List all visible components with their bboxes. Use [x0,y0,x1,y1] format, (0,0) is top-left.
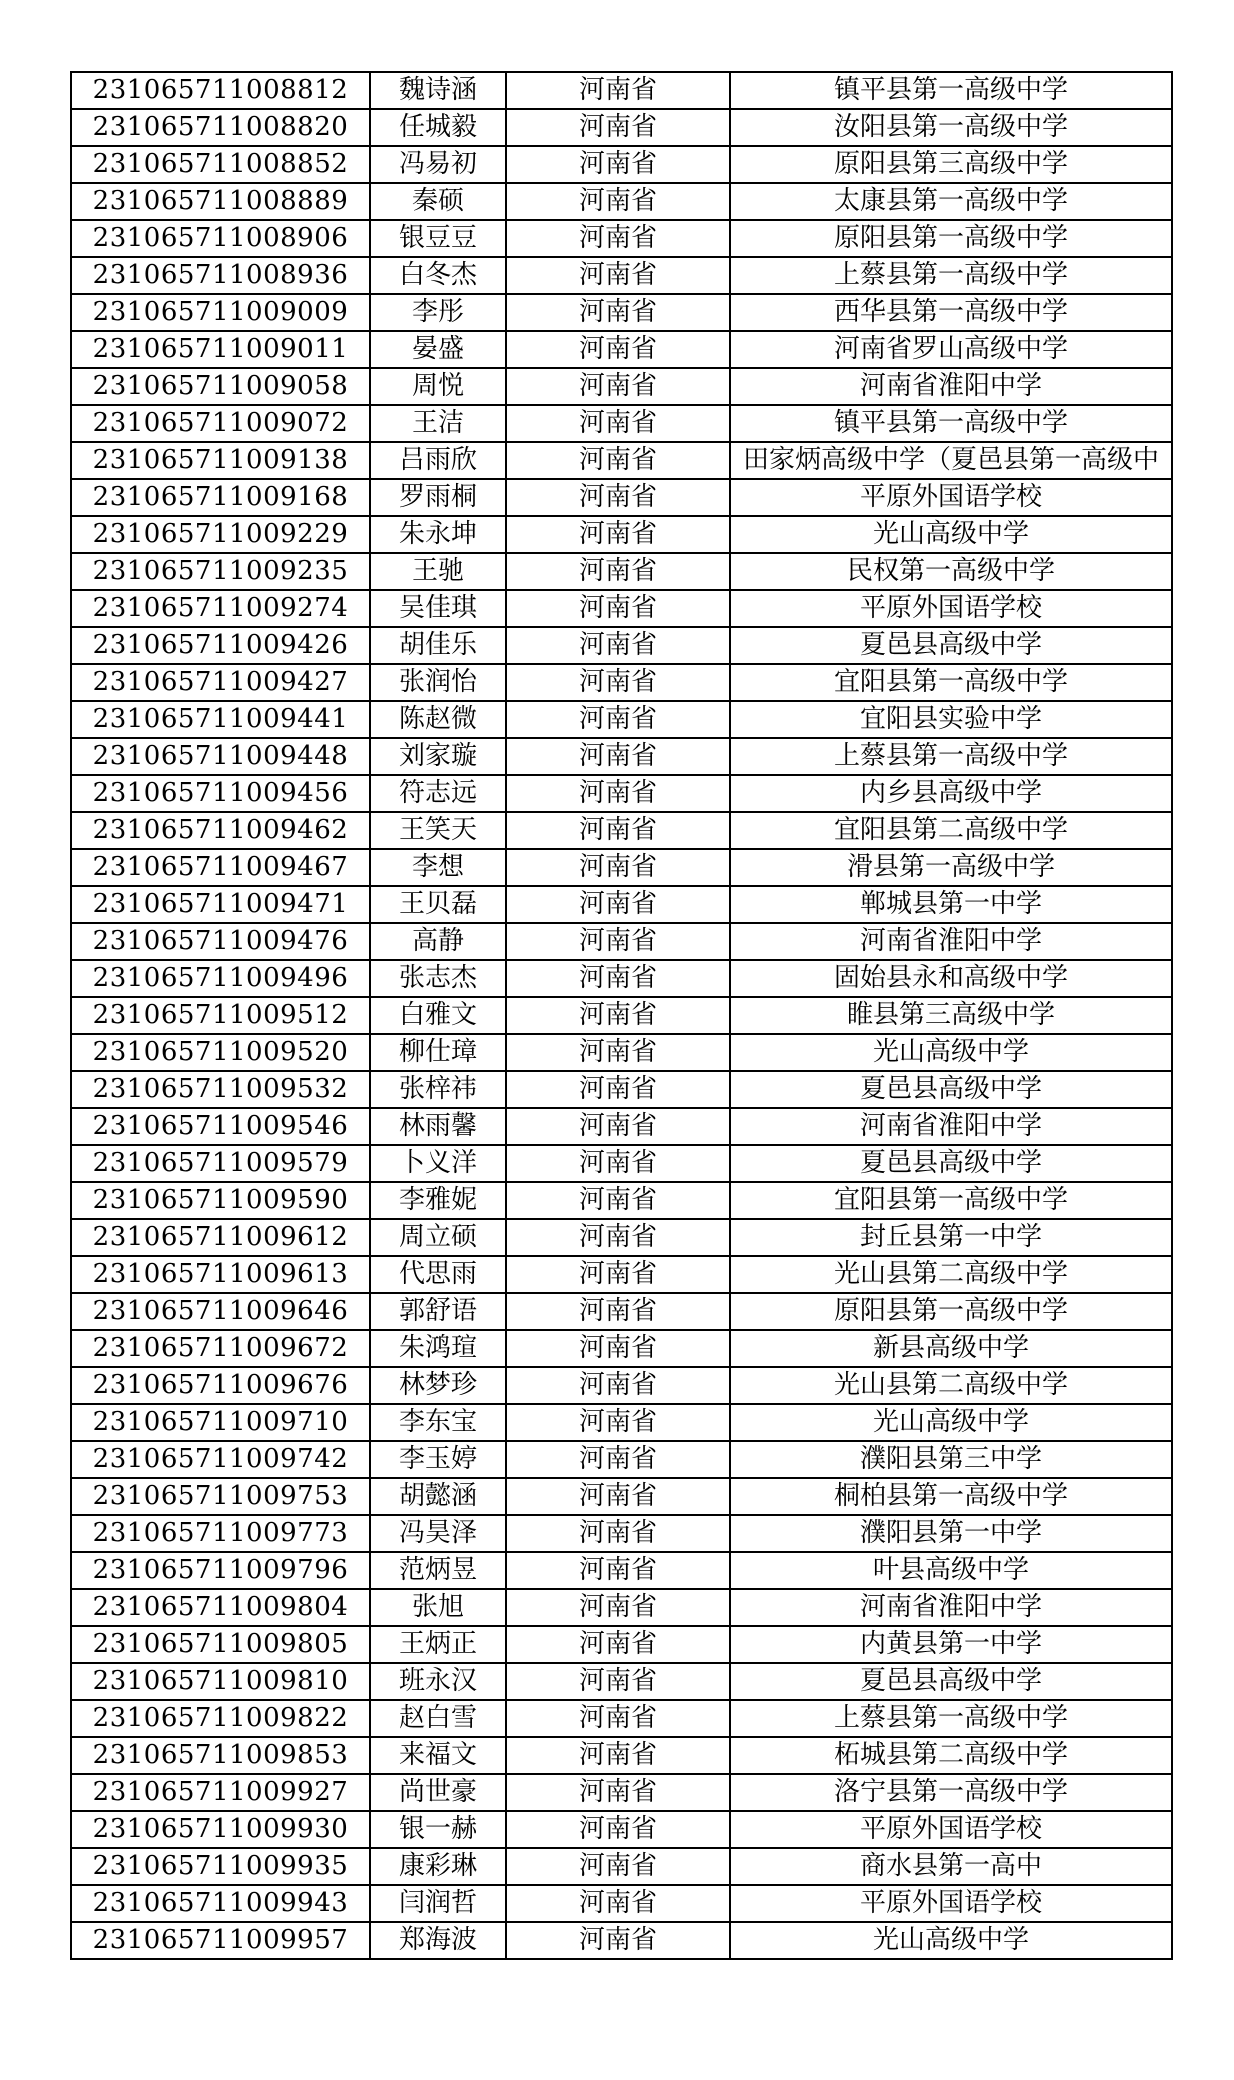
candidate-id-cell: 231065711009274 [71,590,370,627]
student-name-cell: 赵白雪 [370,1700,506,1737]
school-name-cell: 固始县永和高级中学 [730,960,1172,997]
candidate-id-cell: 231065711009676 [71,1367,370,1404]
student-name-cell: 范炳昱 [370,1552,506,1589]
school-name-cell: 西华县第一高级中学 [730,294,1172,331]
province-cell: 河南省 [506,1811,730,1848]
province-cell: 河南省 [506,1663,730,1700]
province-cell: 河南省 [506,331,730,368]
table-row [71,1071,1172,1108]
student-name-cell: 卜义洋 [370,1145,506,1182]
province-cell: 河南省 [506,1885,730,1922]
candidate-id-cell: 231065711008820 [71,109,370,146]
candidate-id-cell: 231065711009957 [71,1922,370,1959]
student-name-cell: 白冬杰 [370,257,506,294]
table-row [71,442,1172,479]
province-cell: 河南省 [506,1737,730,1774]
school-name-cell: 宜阳县第一高级中学 [730,664,1172,701]
table-row [71,701,1172,738]
province-cell: 河南省 [506,1034,730,1071]
school-name-cell: 光山高级中学 [730,1404,1172,1441]
province-cell: 河南省 [506,146,730,183]
province-cell: 河南省 [506,442,730,479]
table-row [71,1219,1172,1256]
candidate-id-cell: 231065711009927 [71,1774,370,1811]
table-row [71,1848,1172,1885]
table-row [71,516,1172,553]
province-cell: 河南省 [506,627,730,664]
school-name-cell: 夏邑县高级中学 [730,1145,1172,1182]
candidate-id-cell: 231065711009810 [71,1663,370,1700]
table-row [71,1034,1172,1071]
province-cell: 河南省 [506,1404,730,1441]
table-row [71,553,1172,590]
school-name-cell: 叶县高级中学 [730,1552,1172,1589]
table-row [71,183,1172,220]
candidate-id-cell: 231065711009804 [71,1589,370,1626]
student-name-cell: 魏诗涵 [370,72,506,109]
province-cell: 河南省 [506,701,730,738]
candidate-id-cell: 231065711009496 [71,960,370,997]
school-name-cell: 镇平县第一高级中学 [730,72,1172,109]
student-name-cell: 朱永坤 [370,516,506,553]
candidate-id-cell: 231065711009476 [71,923,370,960]
candidate-id-cell: 231065711009427 [71,664,370,701]
student-name-cell: 胡懿涵 [370,1478,506,1515]
student-name-cell: 银一赫 [370,1811,506,1848]
candidate-id-cell: 231065711009009 [71,294,370,331]
table-row [71,627,1172,664]
student-name-cell: 晏盛 [370,331,506,368]
school-name-cell: 濮阳县第一中学 [730,1515,1172,1552]
school-name-cell: 上蔡县第一高级中学 [730,1700,1172,1737]
candidate-id-cell: 231065711009612 [71,1219,370,1256]
candidate-id-cell: 231065711009235 [71,553,370,590]
candidate-id-cell: 231065711009138 [71,442,370,479]
school-name-cell: 内黄县第一中学 [730,1626,1172,1663]
table-row [71,812,1172,849]
province-cell: 河南省 [506,257,730,294]
table-row [71,1256,1172,1293]
candidate-id-cell: 231065711008812 [71,72,370,109]
province-cell: 河南省 [506,664,730,701]
student-name-cell: 高静 [370,923,506,960]
province-cell: 河南省 [506,479,730,516]
candidate-id-cell: 231065711009011 [71,331,370,368]
school-name-cell: 平原外国语学校 [730,590,1172,627]
school-name-cell: 河南省淮阳中学 [730,1589,1172,1626]
student-name-cell: 李彤 [370,294,506,331]
candidate-id-cell: 231065711009546 [71,1108,370,1145]
table-row [71,294,1172,331]
table-row [71,1811,1172,1848]
table-row [71,72,1172,109]
province-cell: 河南省 [506,1182,730,1219]
candidate-id-cell: 231065711009520 [71,1034,370,1071]
candidate-id-cell: 231065711008936 [71,257,370,294]
school-name-cell: 原阳县第一高级中学 [730,1293,1172,1330]
table-row [71,1404,1172,1441]
student-name-cell: 王驰 [370,553,506,590]
candidate-id-cell: 231065711009532 [71,1071,370,1108]
school-name-cell: 原阳县第一高级中学 [730,220,1172,257]
school-name-cell: 河南省罗山高级中学 [730,331,1172,368]
province-cell: 河南省 [506,220,730,257]
candidate-id-cell: 231065711009471 [71,886,370,923]
student-name-cell: 冯易初 [370,146,506,183]
province-cell: 河南省 [506,738,730,775]
school-name-cell: 柘城县第二高级中学 [730,1737,1172,1774]
school-name-cell: 洛宁县第一高级中学 [730,1774,1172,1811]
table-row [71,664,1172,701]
school-name-cell: 光山县第二高级中学 [730,1256,1172,1293]
table-row [71,146,1172,183]
student-name-cell: 林梦珍 [370,1367,506,1404]
candidate-id-cell: 231065711009426 [71,627,370,664]
school-name-cell: 原阳县第三高级中学 [730,146,1172,183]
candidate-id-cell: 231065711008852 [71,146,370,183]
student-name-cell: 陈赵微 [370,701,506,738]
candidate-id-cell: 231065711009853 [71,1737,370,1774]
province-cell: 河南省 [506,183,730,220]
candidate-id-cell: 231065711008906 [71,220,370,257]
table-row [71,849,1172,886]
student-name-cell: 银豆豆 [370,220,506,257]
table-row [71,1478,1172,1515]
candidate-id-cell: 231065711009058 [71,368,370,405]
student-name-cell: 李雅妮 [370,1182,506,1219]
student-name-cell: 李东宝 [370,1404,506,1441]
school-name-cell: 太康县第一高级中学 [730,183,1172,220]
student-name-cell: 尚世豪 [370,1774,506,1811]
student-name-cell: 李玉婷 [370,1441,506,1478]
province-cell: 河南省 [506,1219,730,1256]
table-row [71,775,1172,812]
student-name-cell: 班永汉 [370,1663,506,1700]
table-row [71,109,1172,146]
table-row [71,738,1172,775]
candidate-id-cell: 231065711009462 [71,812,370,849]
student-name-cell: 白雅文 [370,997,506,1034]
province-cell: 河南省 [506,405,730,442]
student-name-cell: 李想 [370,849,506,886]
province-cell: 河南省 [506,1922,730,1959]
student-name-cell: 冯昊泽 [370,1515,506,1552]
student-name-cell: 胡佳乐 [370,627,506,664]
candidate-id-cell: 231065711009467 [71,849,370,886]
table-row [71,923,1172,960]
student-name-cell: 郭舒语 [370,1293,506,1330]
province-cell: 河南省 [506,1256,730,1293]
candidate-id-cell: 231065711009753 [71,1478,370,1515]
student-name-cell: 张志杰 [370,960,506,997]
candidate-id-cell: 231065711009930 [71,1811,370,1848]
table-row [71,1515,1172,1552]
school-name-cell: 镇平县第一高级中学 [730,405,1172,442]
student-name-cell: 朱鸿瑄 [370,1330,506,1367]
province-cell: 河南省 [506,1515,730,1552]
student-name-cell: 王洁 [370,405,506,442]
school-name-cell: 河南省淮阳中学 [730,923,1172,960]
candidate-id-cell: 231065711009822 [71,1700,370,1737]
candidate-id-cell: 231065711009579 [71,1145,370,1182]
table-row [71,405,1172,442]
province-cell: 河南省 [506,1145,730,1182]
school-name-cell: 光山高级中学 [730,516,1172,553]
candidate-id-cell: 231065711009072 [71,405,370,442]
student-name-cell: 秦硕 [370,183,506,220]
table-row [71,1182,1172,1219]
school-name-cell: 民权第一高级中学 [730,553,1172,590]
province-cell: 河南省 [506,775,730,812]
school-name-cell: 河南省淮阳中学 [730,368,1172,405]
school-name-cell: 河南省淮阳中学 [730,1108,1172,1145]
student-name-cell: 张润怡 [370,664,506,701]
candidate-id-cell: 231065711009672 [71,1330,370,1367]
school-name-cell: 桐柏县第一高级中学 [730,1478,1172,1515]
province-cell: 河南省 [506,997,730,1034]
school-name-cell: 睢县第三高级中学 [730,997,1172,1034]
table-row [71,1626,1172,1663]
table-row [71,1737,1172,1774]
school-name-cell: 滑县第一高级中学 [730,849,1172,886]
table-row [71,960,1172,997]
student-name-cell: 代思雨 [370,1256,506,1293]
table-row [71,1922,1172,1959]
candidate-id-cell: 231065711009613 [71,1256,370,1293]
candidate-id-cell: 231065711009448 [71,738,370,775]
student-name-cell: 罗雨桐 [370,479,506,516]
province-cell: 河南省 [506,516,730,553]
student-name-cell: 郑海波 [370,1922,506,1959]
school-name-cell: 濮阳县第三中学 [730,1441,1172,1478]
candidate-id-cell: 231065711009456 [71,775,370,812]
table-row [71,1145,1172,1182]
candidate-id-cell: 231065711009229 [71,516,370,553]
province-cell: 河南省 [506,368,730,405]
candidate-id-cell: 231065711009742 [71,1441,370,1478]
province-cell: 河南省 [506,1330,730,1367]
student-name-cell: 王笑天 [370,812,506,849]
school-name-cell: 田家炳高级中学（夏邑县第一高级中 [730,442,1172,479]
table-row [71,886,1172,923]
student-name-cell: 吴佳琪 [370,590,506,627]
table-row [71,590,1172,627]
school-name-cell: 内乡县高级中学 [730,775,1172,812]
school-name-cell: 汝阳县第一高级中学 [730,109,1172,146]
province-cell: 河南省 [506,1367,730,1404]
school-name-cell: 商水县第一高中 [730,1848,1172,1885]
student-name-cell: 闫润哲 [370,1885,506,1922]
school-name-cell: 光山高级中学 [730,1922,1172,1959]
table-row [71,1330,1172,1367]
student-name-cell: 张梓祎 [370,1071,506,1108]
school-name-cell: 封丘县第一中学 [730,1219,1172,1256]
table-row [71,1108,1172,1145]
student-table [70,71,1173,1960]
school-name-cell: 新县高级中学 [730,1330,1172,1367]
province-cell: 河南省 [506,1589,730,1626]
province-cell: 河南省 [506,590,730,627]
candidate-id-cell: 231065711008889 [71,183,370,220]
province-cell: 河南省 [506,923,730,960]
candidate-id-cell: 231065711009646 [71,1293,370,1330]
student-name-cell: 任城毅 [370,109,506,146]
school-name-cell: 光山县第二高级中学 [730,1367,1172,1404]
province-cell: 河南省 [506,1848,730,1885]
province-cell: 河南省 [506,1293,730,1330]
school-name-cell: 平原外国语学校 [730,1885,1172,1922]
province-cell: 河南省 [506,886,730,923]
candidate-id-cell: 231065711009943 [71,1885,370,1922]
table-row [71,1589,1172,1626]
school-name-cell: 郸城县第一中学 [730,886,1172,923]
table-row [71,368,1172,405]
table-row [71,257,1172,294]
candidate-id-cell: 231065711009168 [71,479,370,516]
school-name-cell: 宜阳县第一高级中学 [730,1182,1172,1219]
student-name-cell: 周立硕 [370,1219,506,1256]
student-name-cell: 周悦 [370,368,506,405]
school-name-cell: 夏邑县高级中学 [730,1071,1172,1108]
table-row [71,1700,1172,1737]
student-name-cell: 王炳正 [370,1626,506,1663]
table-row [71,997,1172,1034]
student-name-cell: 王贝磊 [370,886,506,923]
province-cell: 河南省 [506,294,730,331]
school-name-cell: 夏邑县高级中学 [730,627,1172,664]
table-row [71,1441,1172,1478]
province-cell: 河南省 [506,1478,730,1515]
table-row [71,479,1172,516]
province-cell: 河南省 [506,1700,730,1737]
province-cell: 河南省 [506,1108,730,1145]
province-cell: 河南省 [506,109,730,146]
student-name-cell: 来福文 [370,1737,506,1774]
province-cell: 河南省 [506,849,730,886]
school-name-cell: 平原外国语学校 [730,479,1172,516]
table-row [71,1663,1172,1700]
candidate-id-cell: 231065711009710 [71,1404,370,1441]
candidate-id-cell: 231065711009805 [71,1626,370,1663]
school-name-cell: 上蔡县第一高级中学 [730,738,1172,775]
candidate-id-cell: 231065711009935 [71,1848,370,1885]
student-name-cell: 张旭 [370,1589,506,1626]
candidate-id-cell: 231065711009796 [71,1552,370,1589]
student-name-cell: 林雨馨 [370,1108,506,1145]
candidate-id-cell: 231065711009590 [71,1182,370,1219]
school-name-cell: 光山高级中学 [730,1034,1172,1071]
school-name-cell: 平原外国语学校 [730,1811,1172,1848]
province-cell: 河南省 [506,812,730,849]
table-row [71,1774,1172,1811]
table-row [71,220,1172,257]
school-name-cell: 宜阳县实验中学 [730,701,1172,738]
province-cell: 河南省 [506,72,730,109]
province-cell: 河南省 [506,1774,730,1811]
student-name-cell: 柳仕璋 [370,1034,506,1071]
student-name-cell: 吕雨欣 [370,442,506,479]
student-name-cell: 康彩琳 [370,1848,506,1885]
candidate-id-cell: 231065711009773 [71,1515,370,1552]
student-table-body [71,72,1172,1959]
table-row [71,331,1172,368]
province-cell: 河南省 [506,1441,730,1478]
candidate-id-cell: 231065711009441 [71,701,370,738]
student-name-cell: 符志远 [370,775,506,812]
table-row [71,1552,1172,1589]
table-row [71,1367,1172,1404]
school-name-cell: 宜阳县第二高级中学 [730,812,1172,849]
province-cell: 河南省 [506,1626,730,1663]
student-name-cell: 刘家璇 [370,738,506,775]
province-cell: 河南省 [506,553,730,590]
province-cell: 河南省 [506,1552,730,1589]
table-row [71,1885,1172,1922]
table-row [71,1293,1172,1330]
school-name-cell: 上蔡县第一高级中学 [730,257,1172,294]
province-cell: 河南省 [506,960,730,997]
school-name-cell: 夏邑县高级中学 [730,1663,1172,1700]
province-cell: 河南省 [506,1071,730,1108]
candidate-id-cell: 231065711009512 [71,997,370,1034]
